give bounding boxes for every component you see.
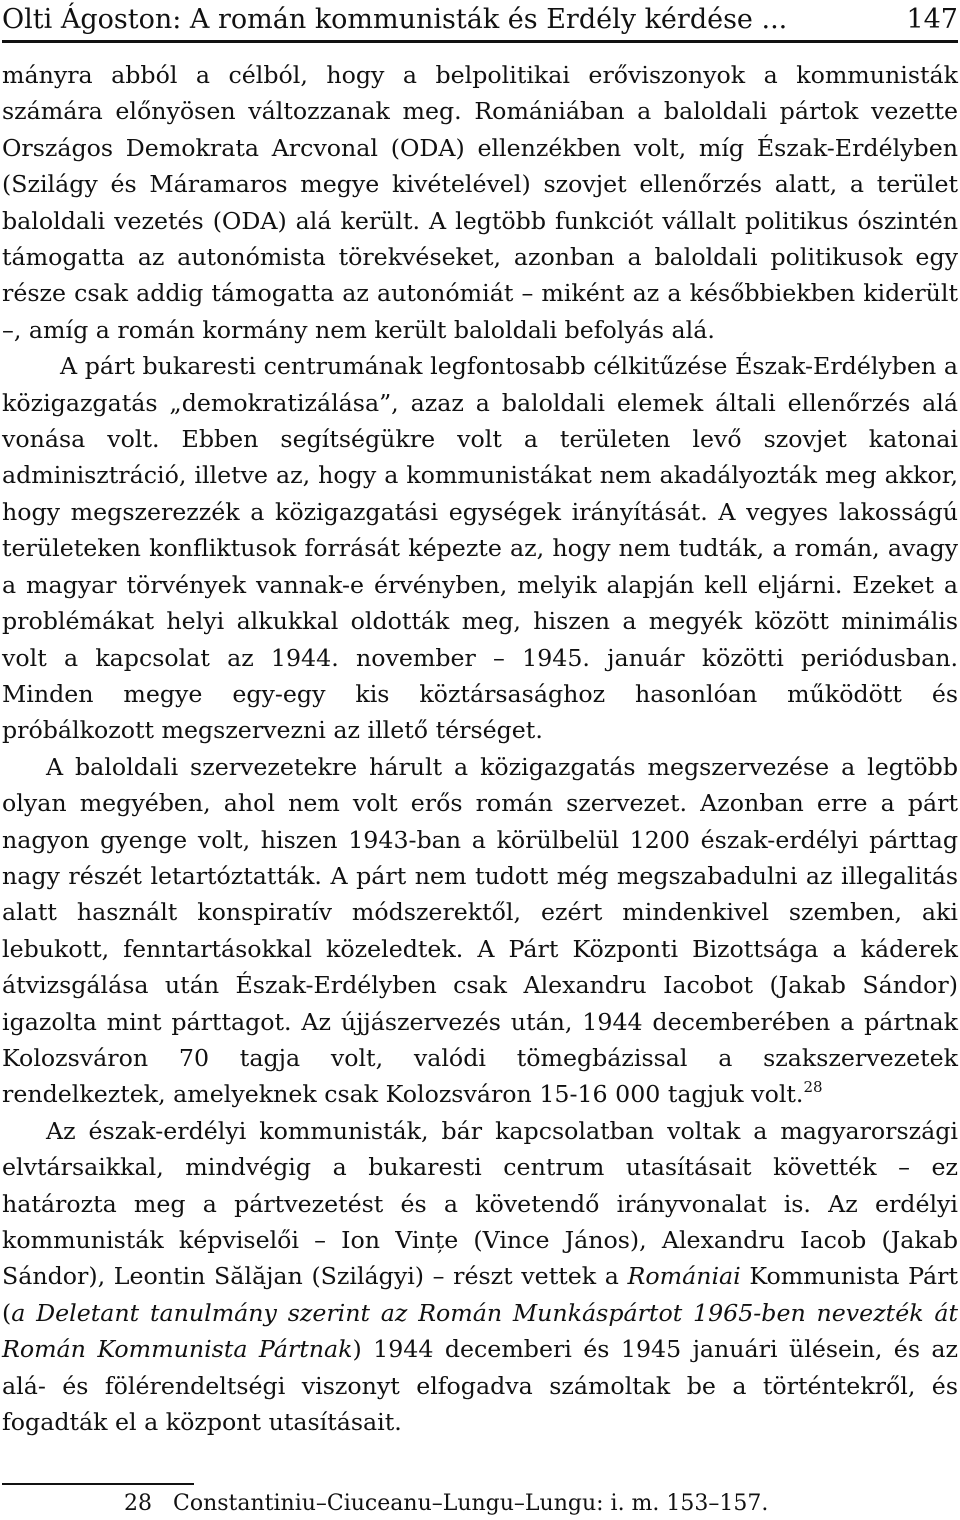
footnote — [124, 1490, 768, 1518]
paragraph-3-text: A baloldali szervezetekre hárult a közigazgatás megszervezése a legtöbb olyan megyében, ahol nem volt erős román szervezet. Azonban erre a párt nagyon gyenge volt, hiszen 1943-ban a körülbelül 1200 észak-erdélyi párttag nagy részét letartóztatták. A párt nem tudott még megszabadulni az illegalitás alatt használt konspiratív módszerektől, ezért mindenkivel szemben, aki lebukott, fenntartásokkal közeledtek. A Párt Központi Bizottsága a káderek átvizsgálása után Észak-Erdélyben csak Alexandru Iacobot (Jakab Sándor) igazolta mint párttagot. Az újjászervezés után, 1944 decemberében a pártnak Kolozsváron 70 tagja volt, valódi tömegbázissal a szakszervezetek rendelkeztek, amelyeknek csak Kolozsváron 15-16 000 tagjuk volt. — [2, 752, 958, 1109]
paragraph-4-text-3: ) 1944 decemberi és 1945 januári ülésein, és az alá- és fölérendeltségi viszonyt elfogadva számoltak be a történtekről, és fogadták el a központ utasításait. — [2, 1335, 958, 1437]
paragraph-4-italic-2: a Deletant tanulmány szerint az Román Munkáspártot 1965-ben nevezték át Román Kommunista Pártnak — [2, 1298, 958, 1364]
paragraph-3 — [2, 749, 958, 1113]
paragraph-4 — [2, 1113, 958, 1441]
paragraph-4-text-1: Az észak-erdélyi kommunisták, bár kapcsolatban voltak a magyarországi elvtársaikkal, mindvégig a bukaresti centrum utasításait követték – ez határozta meg a pártvezetést és a követendő irányvonalat is. Az erdélyi kommunisták képviselői – Ion Vințe (Vince János), Alexandru Iacob (Jakab Sándor), Leontin Sălăjan (Szilágyi) – részt vettek a — [2, 1116, 958, 1291]
running-title: Olti Ágoston: A román kommunisták és Erdély kérdése ... — [2, 4, 788, 35]
footnote-reference[interactable]: 28 — [803, 1078, 823, 1097]
footnote-number: 28 — [124, 1491, 152, 1516]
paragraph-2: A párt bukaresti centrumának legfontosabb célkitűzése Észak-Erdélyben a közigazgatás „demokratizálása”, azaz a baloldali elemek általi ellenőrzés alá vonása volt. Ebben segítségükre volt a területen levő szovjet katonai adminisztráció, illetve az, hogy a kommunistákat nem akadályozták meg akkor, hogy megszerezzék a közigazgatási egységek irányítását. A vegyes lakosságú területeken konfliktusok forrását képezte az, hogy nem tudták, a román, avagy a magyar törvények vannak-e érvényben, melyik alapján kell eljárni. Ezeket a problémákat helyi alkukkal oldották meg, hiszen a megyék között minimális volt a kapcsolat az 1944. november – 1945. január közötti periódusban. Minden megye egy-egy kis köztársasághoz hasonlóan működött és próbálkozott megszervezni az illető térséget. — [2, 352, 958, 745]
running-header — [2, 0, 958, 43]
footnote-text: Constantiniu–Ciuceanu–Lungu–Lungu: i. m. 153–157. — [172, 1491, 769, 1516]
paragraph-1: mányra abból a célból, hogy a belpolitikai erőviszonyok a kommunisták számára előnyösen változzanak meg. Romániában a baloldali pártok vezette Országos Demokrata Arcvonal (ODA) ellenzékben volt, míg Észak-Erdélyben (Szilágy és Máramaros megye kivételével) szovjet ellenőrzés alatt, a terület baloldali vezetés (ODA) alá került. A legtöbb funkciót vállalt politikus ószintén támogatta az autonómista törekvéseket, azonban a baloldali politikusok egy része csak addig támogatta az autonómiát – miként az a későbbiekben kiderült –, amíg a román kormány nem került baloldali befolyás alá. — [2, 61, 958, 344]
page-number: 147 — [906, 4, 958, 35]
body-text — [2, 57, 958, 1440]
paragraph-4-italic-1: Romániai — [627, 1262, 741, 1291]
footnote-separator — [2, 1483, 194, 1485]
paragraph-4-text-2: Kommunista Párt ( — [2, 1262, 959, 1327]
